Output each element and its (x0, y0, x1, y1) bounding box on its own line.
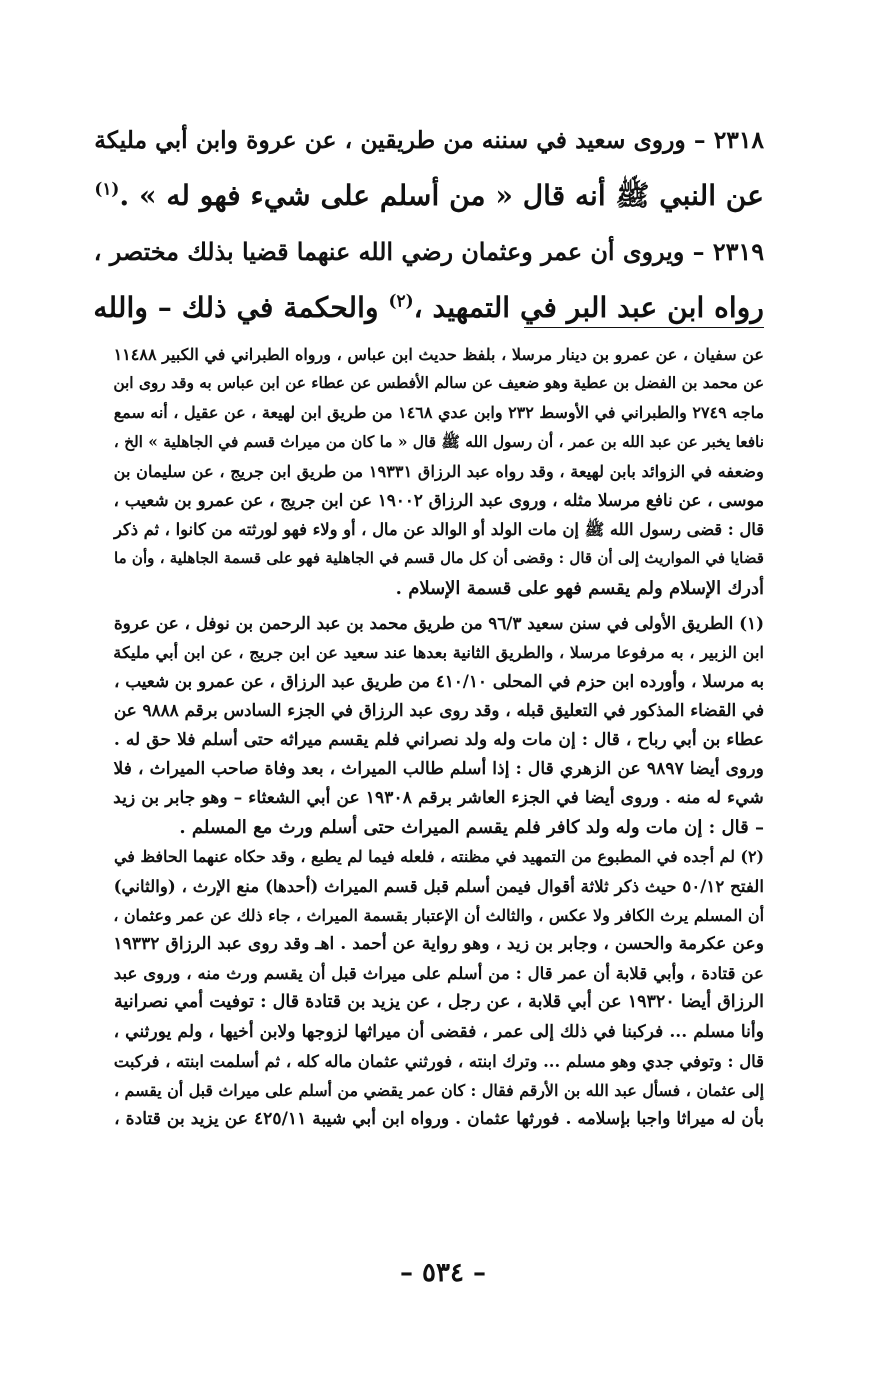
footnote-separator (524, 327, 764, 328)
entry-2319-line-2-text-b: والحكمة في ذلك – والله (93, 291, 379, 324)
footnote-ref-1[interactable]: (١) (94, 178, 120, 199)
footnote-line: قال : قضى رسول الله ﷺ إن مات الولد أو الوالد عن مال ، أو ولاء فهو لورثته من كانوا ، ثم ذكر (113, 520, 764, 540)
footnote-1 (100, 609, 764, 843)
entry-2318 (80, 112, 764, 224)
footnote-line: وأنا مسلم ... فركبنا في ذلك إلى عمر ، فقضى أن ميراثها لزوجها ولابن أخيها ، ولم يورثني ، (113, 1021, 764, 1042)
main-text (80, 112, 764, 336)
footnotes (100, 340, 764, 1134)
footnote-continued (100, 340, 764, 603)
footnote-line: في القضاء المذكور في التعليق قبله ، وقد روى عبد الرزاق في الجزء السادس برقم ٩٨٨٨ عن (113, 700, 764, 721)
footnote-line: بأن له ميراثا واجبا بإسلامه . فورثها عثمان . ورواه ابن أبي شيبة ٤٢٥/١١ عن يزيد بن قتادة ، (114, 1109, 764, 1130)
entry-2319-line-2-text-a: رواه ابن عبد البر في التمهيد ، (413, 291, 764, 324)
entry-2318-line-2 (80, 168, 764, 224)
footnote-line: عن سفيان ، عن عمرو بن دينار مرسلا ، بلفظ حديث ابن عباس ، ورواه الطبراني في الكبير ١١٤٨٨ (113, 345, 764, 364)
footnote-line: وضعفه في الزوائد بابن لهيعة ، وقد رواه عبد الرزاق ١٩٣٣١ من طريق ابن جريج ، عن سليمان بن (113, 461, 764, 481)
entry-2318-line-2-text: عن النبي ﷺ أنه قال « من أسلم على شيء فهو له » . (119, 179, 764, 212)
footnote-line: – قال : إن مات وله ولد كافر فلم يقسم الميراث حتى أسلم ورث مع المسلم . (179, 817, 764, 839)
footnote-line: موسى ، عن نافع مرسلا مثله ، وروى عبد الرزاق ١٩٠٠٢ عن ابن جريج ، عن عمرو بن شعيب ، (113, 490, 764, 511)
footnote-line: ابن الزبير ، به مرفوعا مرسلا ، والطريق الثانية بعدها عند سعيد عن ابن جريج ، عن ابن أبي مليكة (113, 643, 764, 663)
footnote-line: ماجه ٢٧٤٩ والطبراني في الأوسط ٢٣٢ وابن عدي ١٤٦٨ من طريق ابن لهيعة ، عن عقيل ، أنه سمع (113, 403, 764, 423)
footnote-line: عطاء بن أبي رباح ، قال : إن مات وله ولد نصراني فلم يقسم ميراثه حتى أسلم فلا حق له . (113, 729, 764, 750)
entry-2318-line-1: ٢٣١٨ – وروى سعيد في سننه من طريقين ، عن عروة وابن أبي مليكة (94, 126, 764, 154)
footnote-line: عن محمد بن الفضل بن عطية وهو ضعيف عن سالم الأفطس عن عطاء عن ابن عباس به وقد روى ابن (113, 374, 764, 393)
footnote-line: وروى أيضا ٩٨٩٧ عن الزهري قال : إذا أسلم طالب الميراث ، بعد وفاة صاحب الميراث ، فلا (113, 758, 764, 779)
footnote-line: به مرسلا ، وأورده ابن حزم في المحلى ٤١٠/١٠ من طريق عبد الرزاق ، عن عمرو بن شعيب ، (114, 671, 764, 692)
footnote-line: أدرك الإسلام ولم يقسم فهو على قسمة الإسلام . (395, 577, 764, 599)
footnote-ref-2[interactable]: (٢) (388, 290, 414, 311)
footnote-line: إلى عثمان ، فسأل عبد الله بن الأرقم فقال : كان عمر يقضي من أسلم على ميراث قبل أن يقسم ، (113, 1081, 764, 1101)
footnote-line: نافعا يخبر عن عبد الله بن عمر ، أن رسول الله ﷺ قال « ما كان من ميراث قسم في الجاهلية » الخ ، (113, 432, 764, 451)
footnote-line: الرزاق أيضا ١٩٣٢٠ عن أبي قلابة ، عن رجل ، عن يزيد بن قتادة قال : توفيت أمي نصرانية (114, 992, 764, 1013)
footnote-line: الفتح ٥٠/١٢ حيث ذكر ثلاثة أقوال فيمن أسلم قبل قسم الميراث (أحدها) منع الإرث ، (والثاني) (113, 875, 764, 896)
footnote-line: (٢) لم أجده في المطبوع من التمهيد في مظنته ، فلعله فيما لم يطبع ، وقد حكاه عنهما الحافظ في (114, 847, 764, 867)
footnote-line: قضايا في المواريث إلى أن قال : وقضى أن كل مال قسم في الجاهلية فهو على قسمة الجاهلية ، وأن ما (114, 549, 764, 568)
footnote-2 (100, 842, 764, 1134)
footnote-line: أن المسلم يرث الكافر ولا عكس ، والثالث أن الإعتبار بقسمة الميراث ، جاء ذلك عن عمر وعثمان ، (113, 905, 764, 925)
entry-2319 (80, 224, 764, 336)
footnote-line: وعن عكرمة والحسن ، وجابر بن زيد ، وهو رواية عن أحمد . اهـ وقد روى عبد الرزاق ١٩٣٣٢ (113, 934, 764, 955)
footnote-line: عن قتادة ، وأبي قلابة أن عمر قال : من أسلم على ميراث قبل أن يقسم ورث منه ، وروى عبد (113, 963, 764, 984)
entry-2319-line-1: ٢٣١٩ – ويروى أن عمر وعثمان رضي الله عنهما قضيا بذلك مختصر ، (93, 238, 764, 266)
footnote-line: شيء له منه . وروى أيضا في الجزء العاشر برقم ١٩٣٠٨ عن أبي الشعثاء – وهو جابر بن زيد (113, 788, 764, 809)
page-number: – ٥٣٤ – (399, 1258, 487, 1288)
footnote-line: (١) الطريق الأولى في سنن سعيد ٩٦/٣ من طريق محمد بن عبد الرحمن بن نوفل ، عن عروة (113, 612, 764, 633)
footnote-line: قال : وتوفي جدي وهو مسلم ... وترك ابنته ، فورثني عثمان ماله كله ، ثم أسلمت ابنته ، فركبت (113, 1051, 764, 1071)
